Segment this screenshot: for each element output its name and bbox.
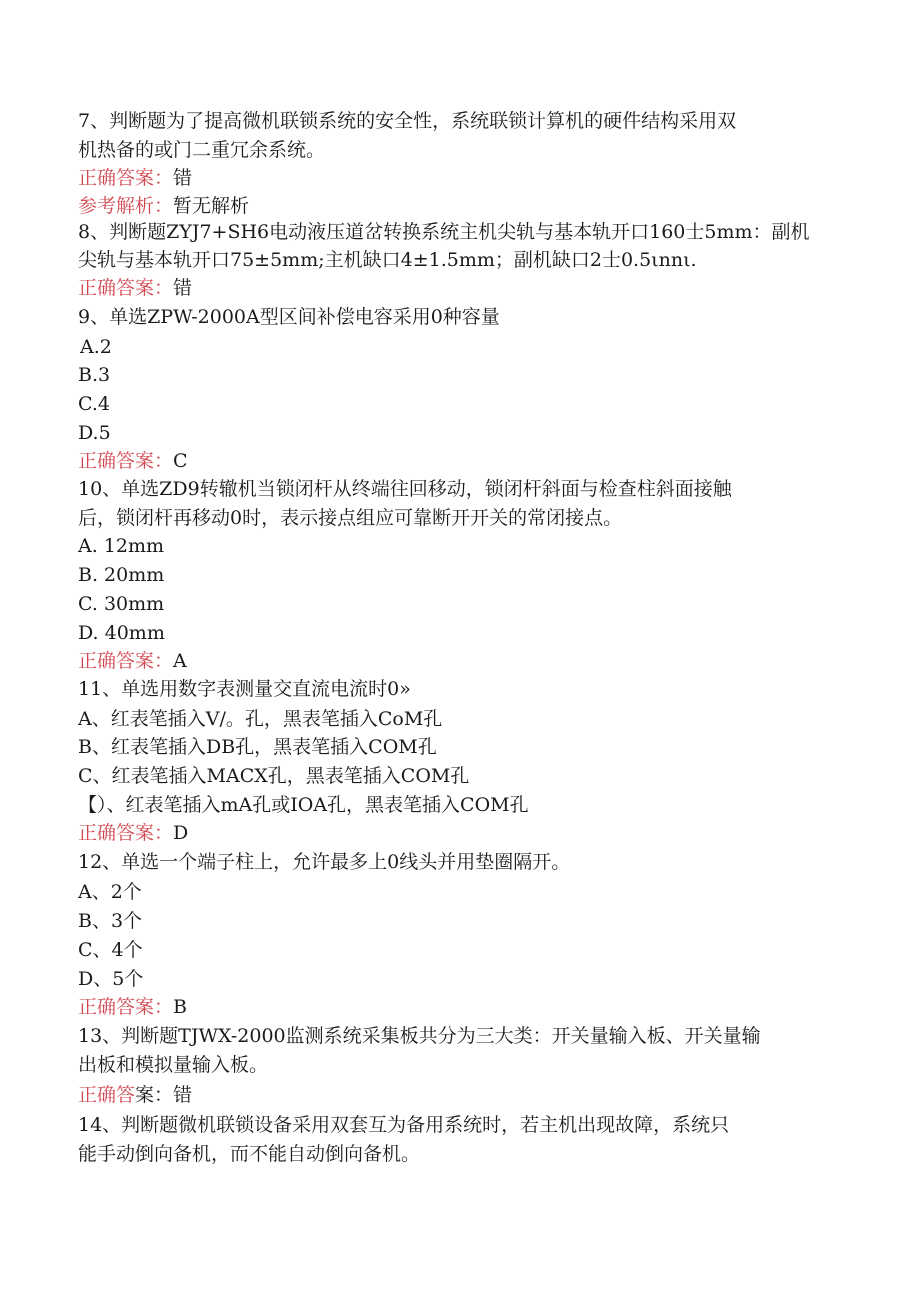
question-14-stem-line-2: 能手动倒向备机，而不能自动倒向备机。	[78, 1143, 421, 1165]
question-14-stem-line-1: 14、判断题微机联锁设备采用双套互为备用系统时，若主机出现故障，系统只	[78, 1114, 730, 1136]
question-10-stem-line-1: 10、单选ZD9转辙机当锁闭杆从终端往回移动，锁闭杆斜面与检查柱斜面接触	[78, 478, 732, 500]
question-10-stem-line-2: 后，锁闭杆再移动0时，表示接点组应可靠断开开关的常闭接点。	[78, 507, 623, 529]
question-9-stem: 9、单选ZPW-2000A型区间补偿电容采用0种容量	[78, 306, 500, 328]
question-7-analysis	[78, 193, 838, 219]
answer-label: 正确答案：	[78, 996, 174, 1018]
question-13-stem-line-1: 13、判断题TJWX-2000监测系统采集板共分为三大类：开关量输入板、开关量输	[78, 1025, 761, 1047]
answer-label-rest: 案：	[135, 1084, 174, 1106]
question-11-option-a: A、红表笔插入V/。孔，黑表笔插入CoM孔	[78, 708, 443, 730]
question-11-option-c: C、红表笔插入MACX孔，黑表笔插入COM孔	[78, 765, 470, 787]
question-13-answer	[78, 1082, 838, 1108]
answer-value: 错	[173, 167, 193, 189]
answer-label: 正确答案：	[78, 167, 174, 189]
answer-value: C	[173, 450, 188, 472]
question-12-option-d: D、5个	[78, 968, 144, 990]
question-10-option-b: B. 20mm	[78, 564, 165, 586]
answer-value: D	[173, 822, 189, 844]
question-9-option-c: C.4	[78, 393, 110, 415]
question-9-option-b: B.3	[78, 364, 111, 386]
analysis-value: 暂无解析	[173, 195, 250, 217]
answer-value: 错	[173, 1084, 193, 1106]
answer-label: 正确答案：	[78, 822, 174, 844]
question-11-stem: 11、单选用数字表测量交直流电流时0»	[78, 678, 411, 700]
question-9-answer	[78, 448, 838, 474]
answer-value: A	[173, 650, 187, 672]
question-7-answer	[78, 165, 838, 191]
question-10-answer	[78, 648, 838, 674]
question-7-stem-line-2: 机热备的或门二重冗余系统。	[78, 139, 326, 161]
question-8-stem-line-1: 8、判断题ZYJ7+SH6电动液压道岔转换系统主机尖轨与基本轨开口160士5mm：副机	[78, 221, 810, 243]
question-12-option-b: B、3个	[78, 910, 143, 932]
question-12-answer	[78, 994, 838, 1020]
question-12-stem: 12、单选一个端子柱上，允许最多上0线头并用垫圈隔开。	[78, 851, 571, 873]
question-12-option-c: C、4个	[78, 939, 143, 961]
question-7-stem-line-1: 7、判断题为了提高微机联锁系统的安全性，系统联锁计算机的硬件结构采用双	[78, 110, 737, 132]
question-10-option-d: D. 40mm	[78, 622, 165, 644]
question-10-option-a: A. 12mm	[78, 535, 165, 557]
question-9-option-d: D.5	[78, 422, 111, 444]
answer-value: B	[173, 996, 187, 1018]
question-13-stem-line-2: 出板和模拟量输入板。	[78, 1054, 269, 1076]
question-11-option-b: B、红表笔插入DB孔，黑表笔插入COM孔	[78, 736, 437, 758]
question-11-option-d: 【）、红表笔插入mA孔或IOA孔，黑表笔插入COM孔	[78, 794, 529, 816]
question-8-stem-line-2: 尖轨与基本轨开口75±5mm;主机缺口4±1.5mm；副机缺口2士0.5ιnnι.	[78, 249, 697, 271]
question-12-option-a: A、2个	[78, 881, 142, 903]
question-11-answer	[78, 820, 838, 846]
answer-value: 错	[173, 277, 193, 299]
answer-label: 正确答	[78, 1084, 136, 1106]
analysis-label: 参考解析：	[78, 195, 174, 217]
question-9-option-a: A.2	[80, 336, 112, 358]
question-10-option-c: C. 30mm	[78, 593, 165, 615]
answer-label: 正确答案：	[78, 450, 174, 472]
question-8-answer	[78, 275, 838, 301]
answer-label: 正确答案：	[78, 277, 174, 299]
answer-label: 正确答案：	[78, 650, 174, 672]
